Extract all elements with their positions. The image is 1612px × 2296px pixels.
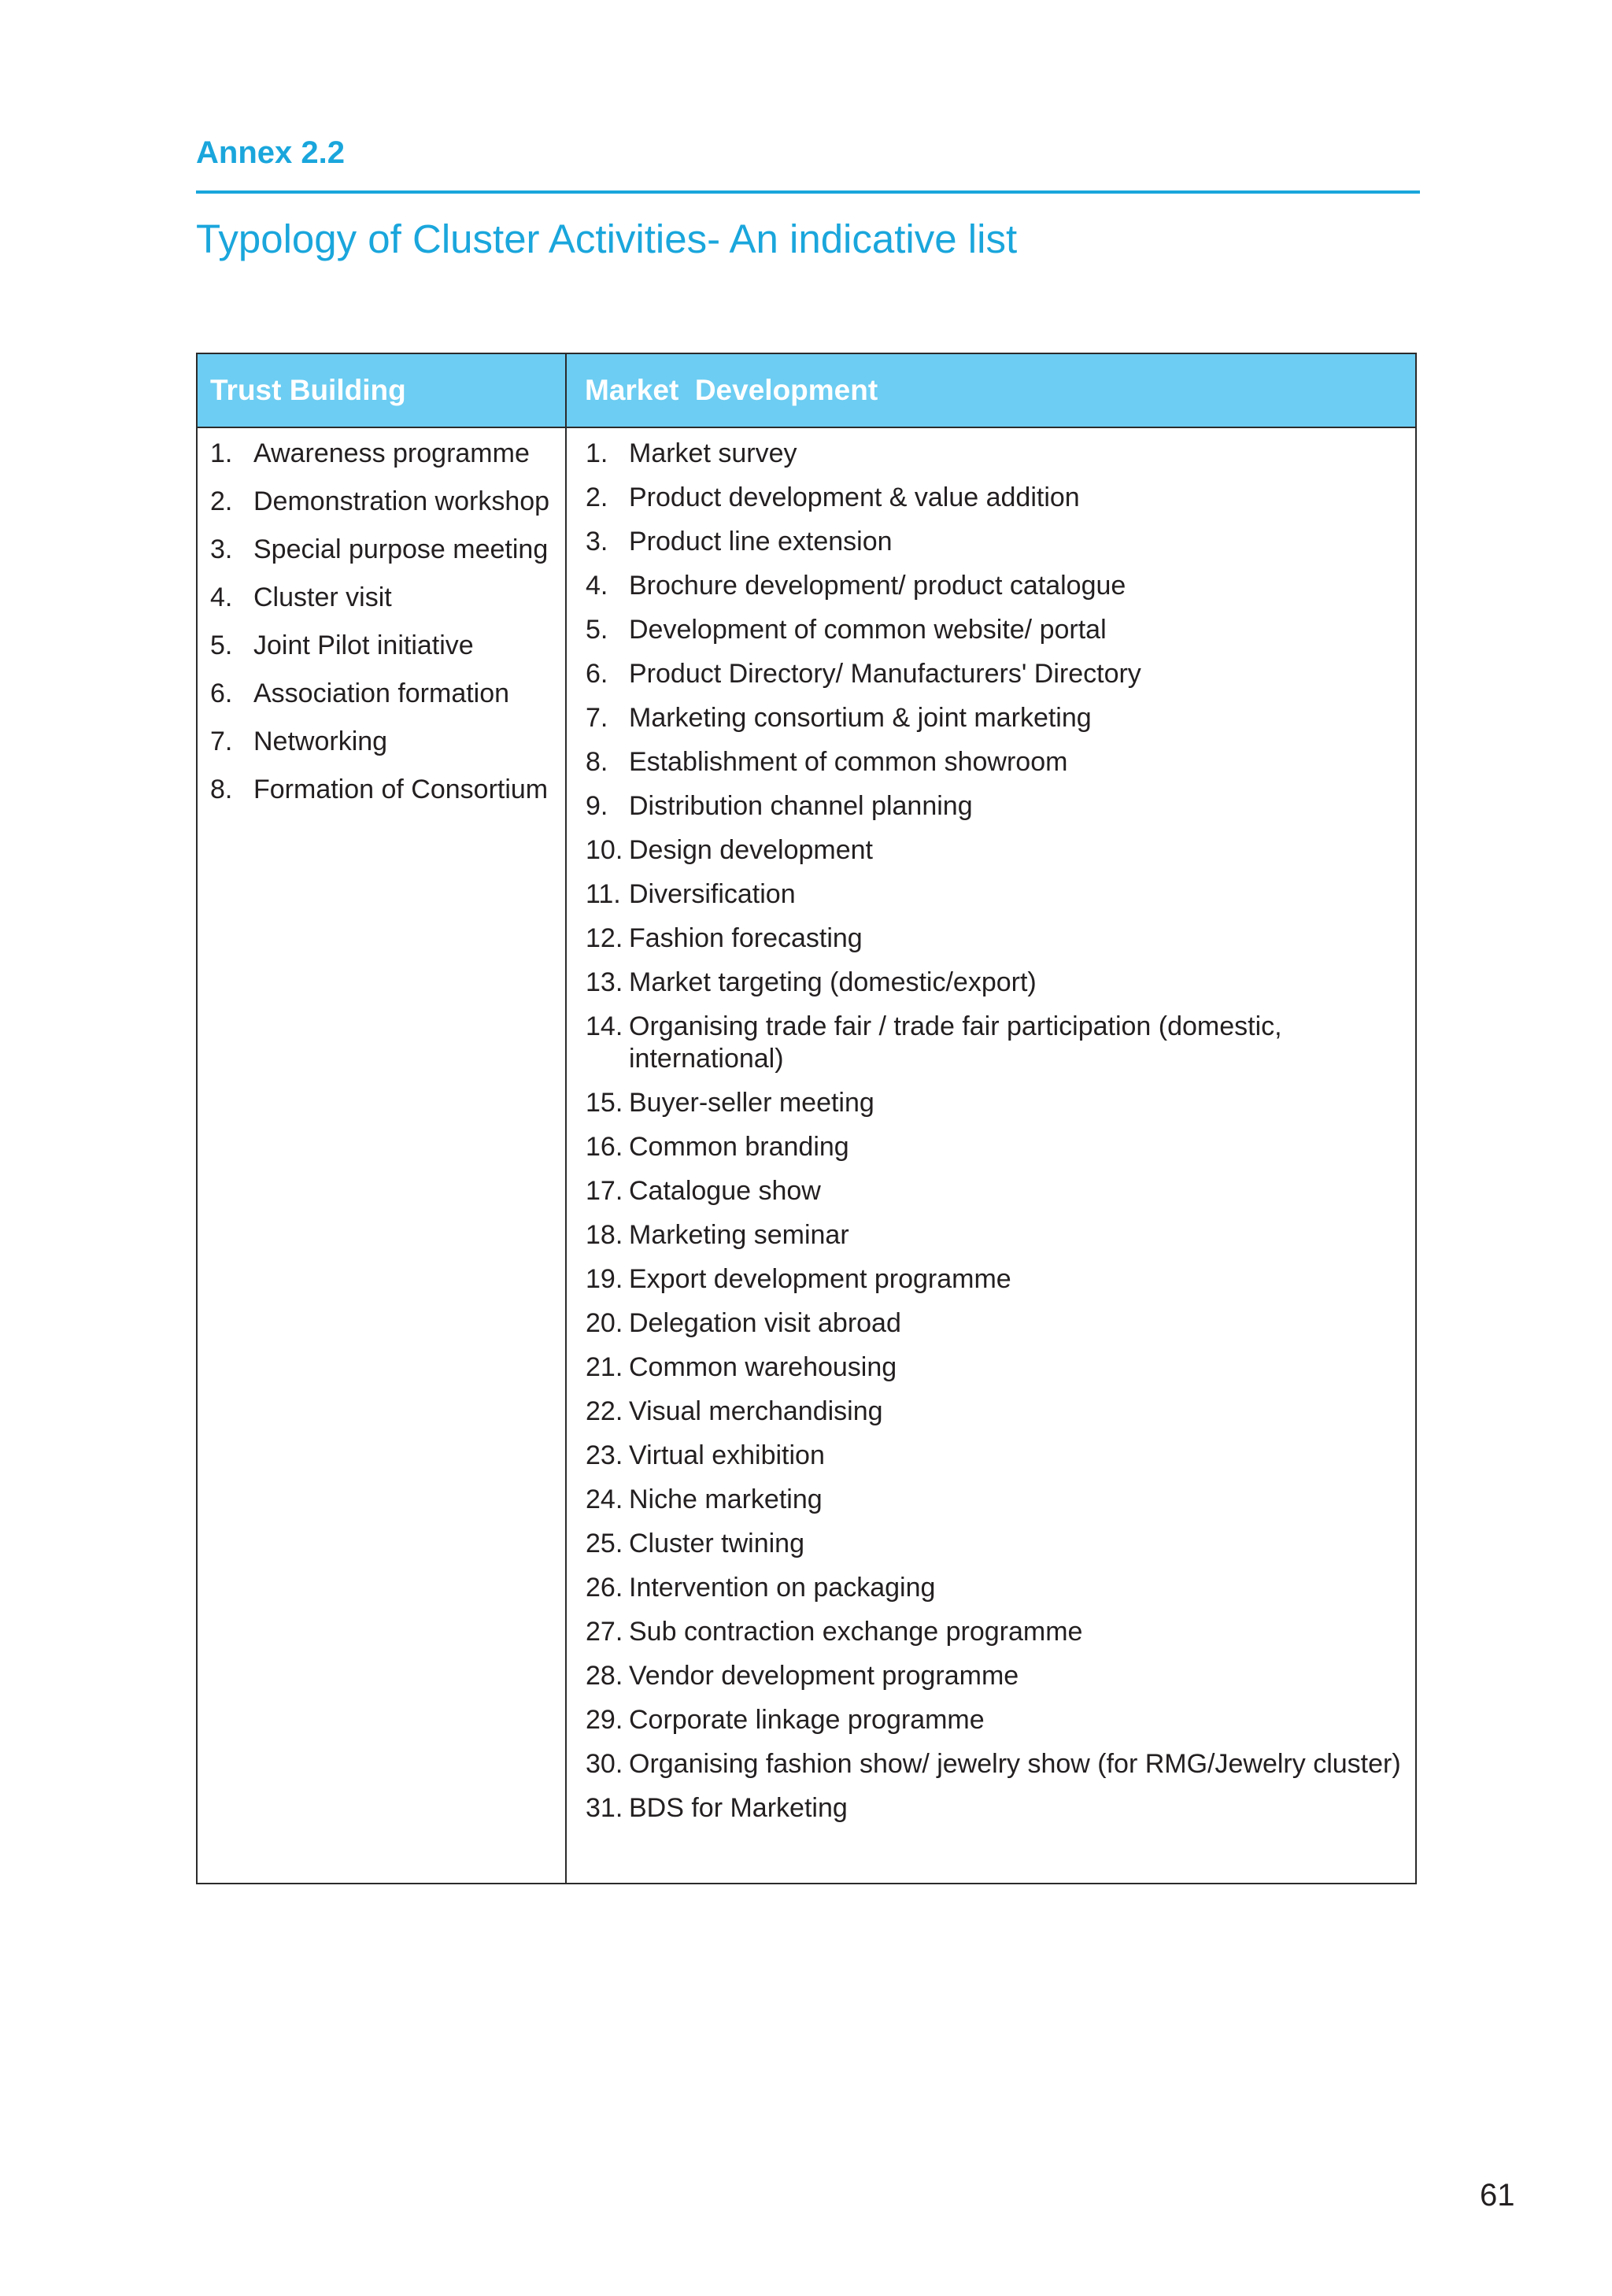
list-item <box>210 534 561 566</box>
list-item-text: Awareness programme <box>253 438 530 468</box>
list-item <box>586 1219 1404 1252</box>
list-item-number: 28. <box>586 1661 623 1691</box>
list-item-number: 27. <box>586 1617 623 1647</box>
list-item-number: 6. <box>586 659 608 689</box>
list-item-text: Delegation visit abroad <box>629 1308 901 1338</box>
list-item-text: Sub contraction exchange programme <box>629 1617 1083 1647</box>
list-item-text: Catalogue show <box>629 1176 821 1206</box>
list-item-text: Intervention on packaging <box>629 1573 936 1603</box>
list-item-number: 18. <box>586 1220 623 1250</box>
list-item-text: Design development <box>629 835 873 865</box>
list-item <box>586 570 1404 602</box>
list-item <box>586 702 1404 734</box>
list-item-text: Organising fashion show/ jewelry show (for RMG/Jewelry cluster) <box>629 1749 1401 1779</box>
list-item <box>586 1175 1404 1207</box>
list-item-number: 10. <box>586 835 623 865</box>
list-item-text: Diversification <box>629 879 796 909</box>
list-item <box>586 1351 1404 1384</box>
list-item-text: Development of common website/ portal <box>629 615 1107 645</box>
list-item-number: 1. <box>210 438 233 468</box>
list-item-number: 4. <box>586 571 608 601</box>
list-item <box>586 1307 1404 1340</box>
list-item <box>210 582 561 614</box>
list-item <box>586 482 1404 514</box>
activities-table <box>196 353 1417 1884</box>
list-item-text: Product development & value addition <box>629 482 1080 512</box>
list-item-text: Common warehousing <box>629 1352 897 1382</box>
list-item <box>586 746 1404 778</box>
list-item-number: 21. <box>586 1352 623 1382</box>
list-item-text: Corporate linkage programme <box>629 1705 985 1735</box>
list-item-text: Cluster visit <box>253 582 392 612</box>
list-item-text: Visual merchandising <box>629 1396 883 1426</box>
page-number: 61 <box>1480 2178 1515 2213</box>
title-rule <box>196 190 1420 194</box>
list-item-text: Market targeting (domestic/export) <box>629 967 1037 997</box>
list-item-number: 26. <box>586 1573 623 1603</box>
column-header-trust-building: Trust Building <box>210 374 406 406</box>
list-item <box>586 922 1404 955</box>
list-item <box>586 1704 1404 1736</box>
list-item <box>586 1440 1404 1472</box>
column-divider <box>565 354 567 1883</box>
list-item-text: Cluster twining <box>629 1529 804 1558</box>
table-header <box>198 354 1415 428</box>
list-item-text: Niche marketing <box>629 1484 823 1514</box>
list-item <box>586 1396 1404 1428</box>
list-item <box>586 967 1404 999</box>
list-item-number: 2. <box>586 482 608 512</box>
list-item-number: 22. <box>586 1396 623 1426</box>
list-item-number: 24. <box>586 1484 623 1514</box>
list-item <box>586 1572 1404 1604</box>
list-item <box>586 1011 1404 1075</box>
list-item-number: 1. <box>586 438 608 468</box>
list-item <box>586 1748 1404 1780</box>
list-item-number: 19. <box>586 1264 623 1294</box>
list-item <box>586 1131 1404 1163</box>
list-item-number: 31. <box>586 1793 623 1823</box>
list-item-number: 5. <box>210 630 233 660</box>
list-item <box>586 658 1404 690</box>
list-item <box>210 774 561 806</box>
list-item <box>586 834 1404 867</box>
list-item <box>586 1263 1404 1296</box>
list-item-text: Export development programme <box>629 1264 1011 1294</box>
list-item-text: Networking <box>253 727 388 756</box>
page-title: Typology of Cluster Activities- An indicative list <box>196 216 1018 261</box>
list-item-number: 14. <box>586 1011 623 1041</box>
list-item-number: 5. <box>586 615 608 645</box>
list-item <box>586 1792 1404 1825</box>
list-item-text: Formation of Consortium <box>253 775 549 804</box>
list-item <box>586 526 1404 558</box>
list-item-text: Fashion forecasting <box>629 923 863 953</box>
list-item-number: 7. <box>586 703 608 733</box>
list-item-number: 25. <box>586 1529 623 1558</box>
list-item <box>586 614 1404 646</box>
list-item-text: Product line extension <box>629 527 893 556</box>
list-item-number: 6. <box>210 678 233 708</box>
list-item-text: BDS for Marketing <box>629 1793 848 1823</box>
list-item-text: Buyer-seller meeting <box>629 1088 874 1118</box>
list-item-number: 8. <box>210 775 233 804</box>
list-item-text: Special purpose meeting <box>253 534 549 564</box>
market-development-list <box>586 438 1404 1836</box>
list-item-number: 30. <box>586 1749 623 1779</box>
list-item-number: 8. <box>586 747 608 777</box>
list-item-text: Demonstration workshop <box>253 486 550 516</box>
list-item <box>586 1484 1404 1516</box>
list-item <box>586 438 1404 470</box>
list-item-number: 7. <box>210 727 233 756</box>
list-item-number: 11. <box>586 879 621 909</box>
list-item-text: Distribution channel planning <box>629 791 973 821</box>
list-item-text: Establishment of common showroom <box>629 747 1068 777</box>
list-item-number: 2. <box>210 486 233 516</box>
list-item <box>210 630 561 662</box>
list-item-text: Vendor development programme <box>629 1661 1019 1691</box>
list-item-text: Association formation <box>253 678 510 708</box>
list-item-number: 13. <box>586 967 623 997</box>
list-item <box>586 878 1404 911</box>
list-item-text: Product Directory/ Manufacturers' Directory <box>629 659 1141 689</box>
list-item <box>586 1087 1404 1119</box>
list-item-text: Brochure development/ product catalogue <box>629 571 1126 601</box>
list-item-number: 29. <box>586 1705 623 1735</box>
trust-building-list <box>210 438 561 822</box>
annex-label: Annex 2.2 <box>196 135 345 170</box>
list-item <box>210 438 561 470</box>
list-item-number: 12. <box>586 923 623 953</box>
list-item-number: 4. <box>210 582 233 612</box>
list-item <box>586 1528 1404 1560</box>
list-item-text: Market survey <box>629 438 797 468</box>
list-item-number: 23. <box>586 1440 623 1470</box>
list-item-number: 3. <box>210 534 233 564</box>
column-header-market-development: Market Development <box>585 374 878 406</box>
list-item-number: 9. <box>586 791 608 821</box>
list-item-text: Common branding <box>629 1132 849 1162</box>
list-item-number: 17. <box>586 1176 623 1206</box>
list-item-text: Marketing consortium & joint marketing <box>629 703 1092 733</box>
list-item-text: Organising trade fair / trade fair participation (domestic, international) <box>629 1011 1282 1074</box>
list-item <box>586 1616 1404 1648</box>
list-item-number: 20. <box>586 1308 623 1338</box>
list-item-number: 3. <box>586 527 608 556</box>
list-item <box>210 678 561 710</box>
list-item-text: Virtual exhibition <box>629 1440 825 1470</box>
list-item-text: Joint Pilot initiative <box>253 630 474 660</box>
list-item-number: 16. <box>586 1132 623 1162</box>
list-item <box>586 790 1404 823</box>
list-item-text: Marketing seminar <box>629 1220 849 1250</box>
list-item-number: 15. <box>586 1088 623 1118</box>
list-item <box>586 1660 1404 1692</box>
list-item <box>210 726 561 758</box>
list-item <box>210 486 561 518</box>
